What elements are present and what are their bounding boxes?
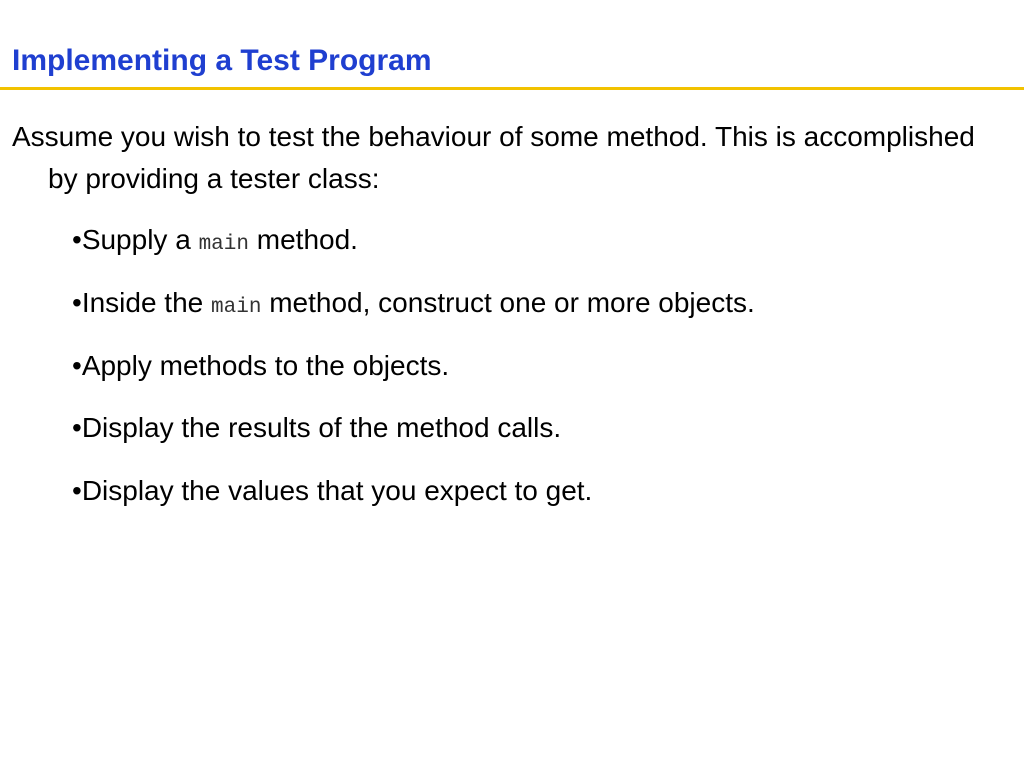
bullet-text: method, construct one or more objects. — [261, 287, 755, 318]
intro-paragraph: Assume you wish to test the behaviour of some method. This is accomplished by providing a tester class: — [12, 121, 975, 194]
bullet-item — [72, 473, 592, 509]
bullet-item — [72, 348, 449, 384]
code-term: main — [211, 296, 262, 319]
bullet-text: Inside the — [81, 287, 212, 318]
bullet-text: method. — [248, 224, 358, 255]
bullet-marker: • — [72, 287, 82, 318]
slide-body — [12, 116, 1012, 506]
bullet-item — [72, 410, 561, 446]
bullet-marker: • — [72, 350, 82, 381]
code-term: main — [198, 233, 249, 256]
bullet-item — [72, 285, 755, 326]
slide-title: Implementing a Test Program — [12, 44, 432, 77]
bullet-text: Display the results of the method calls. — [81, 412, 562, 443]
bullet-text: Apply methods to the objects. — [81, 350, 450, 381]
bullet-text: Display the values that you expect to get. — [81, 475, 593, 506]
title-underline — [0, 87, 1024, 90]
bullet-marker: • — [72, 412, 82, 443]
bullet-text: Supply a — [81, 224, 199, 255]
bullet-marker: • — [72, 224, 82, 255]
bullet-marker: • — [72, 475, 82, 506]
bullet-item — [72, 222, 358, 263]
